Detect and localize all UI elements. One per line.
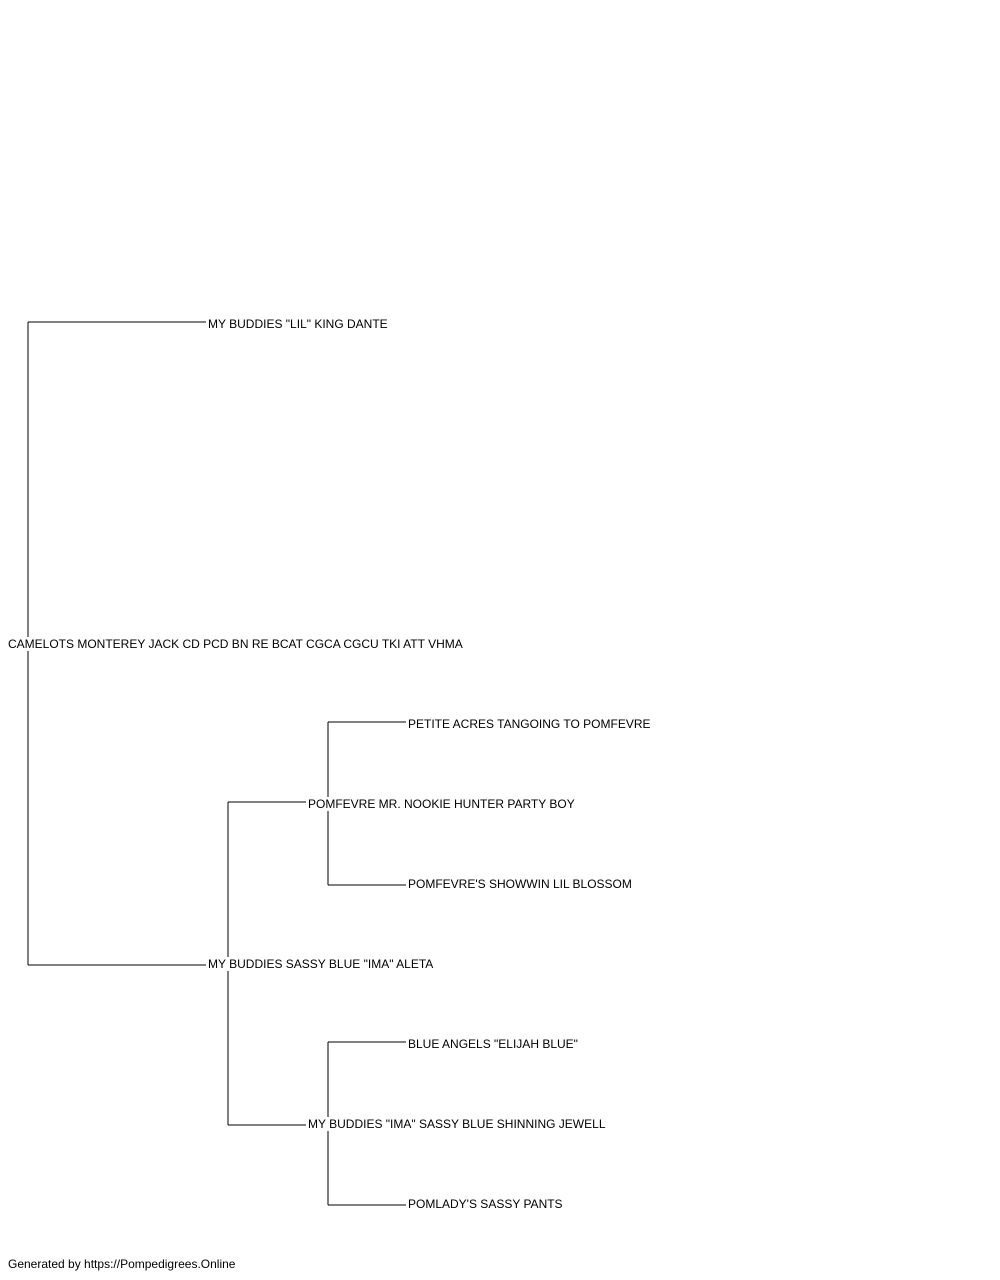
- subject-name: CAMELOTS MONTEREY JACK CD PCD BN RE BCAT CGCA CGCU TKI ATT VHMA: [8, 637, 463, 651]
- dam-sire-sire-name: PETITE ACRES TANGOING TO POMFEVRE: [408, 717, 651, 731]
- dam-dam-sire-name: BLUE ANGELS "ELIJAH BLUE": [408, 1037, 578, 1051]
- generated-by-footer: Generated by https://Pompedigrees.Online: [8, 1257, 236, 1271]
- dam-dam-dam-name: POMLADY'S SASSY PANTS: [408, 1197, 563, 1211]
- dam-sire-name: POMFEVRE MR. NOOKIE HUNTER PARTY BOY: [308, 797, 575, 811]
- dam-name: MY BUDDIES SASSY BLUE "IMA" ALETA: [208, 957, 434, 971]
- dam-dam-name: MY BUDDIES "IMA" SASSY BLUE SHINNING JEWELL: [308, 1117, 606, 1131]
- sire-name: MY BUDDIES "LIL" KING DANTE: [208, 317, 388, 331]
- dam-sire-dam-name: POMFEVRE'S SHOWWIN LIL BLOSSOM: [408, 877, 632, 891]
